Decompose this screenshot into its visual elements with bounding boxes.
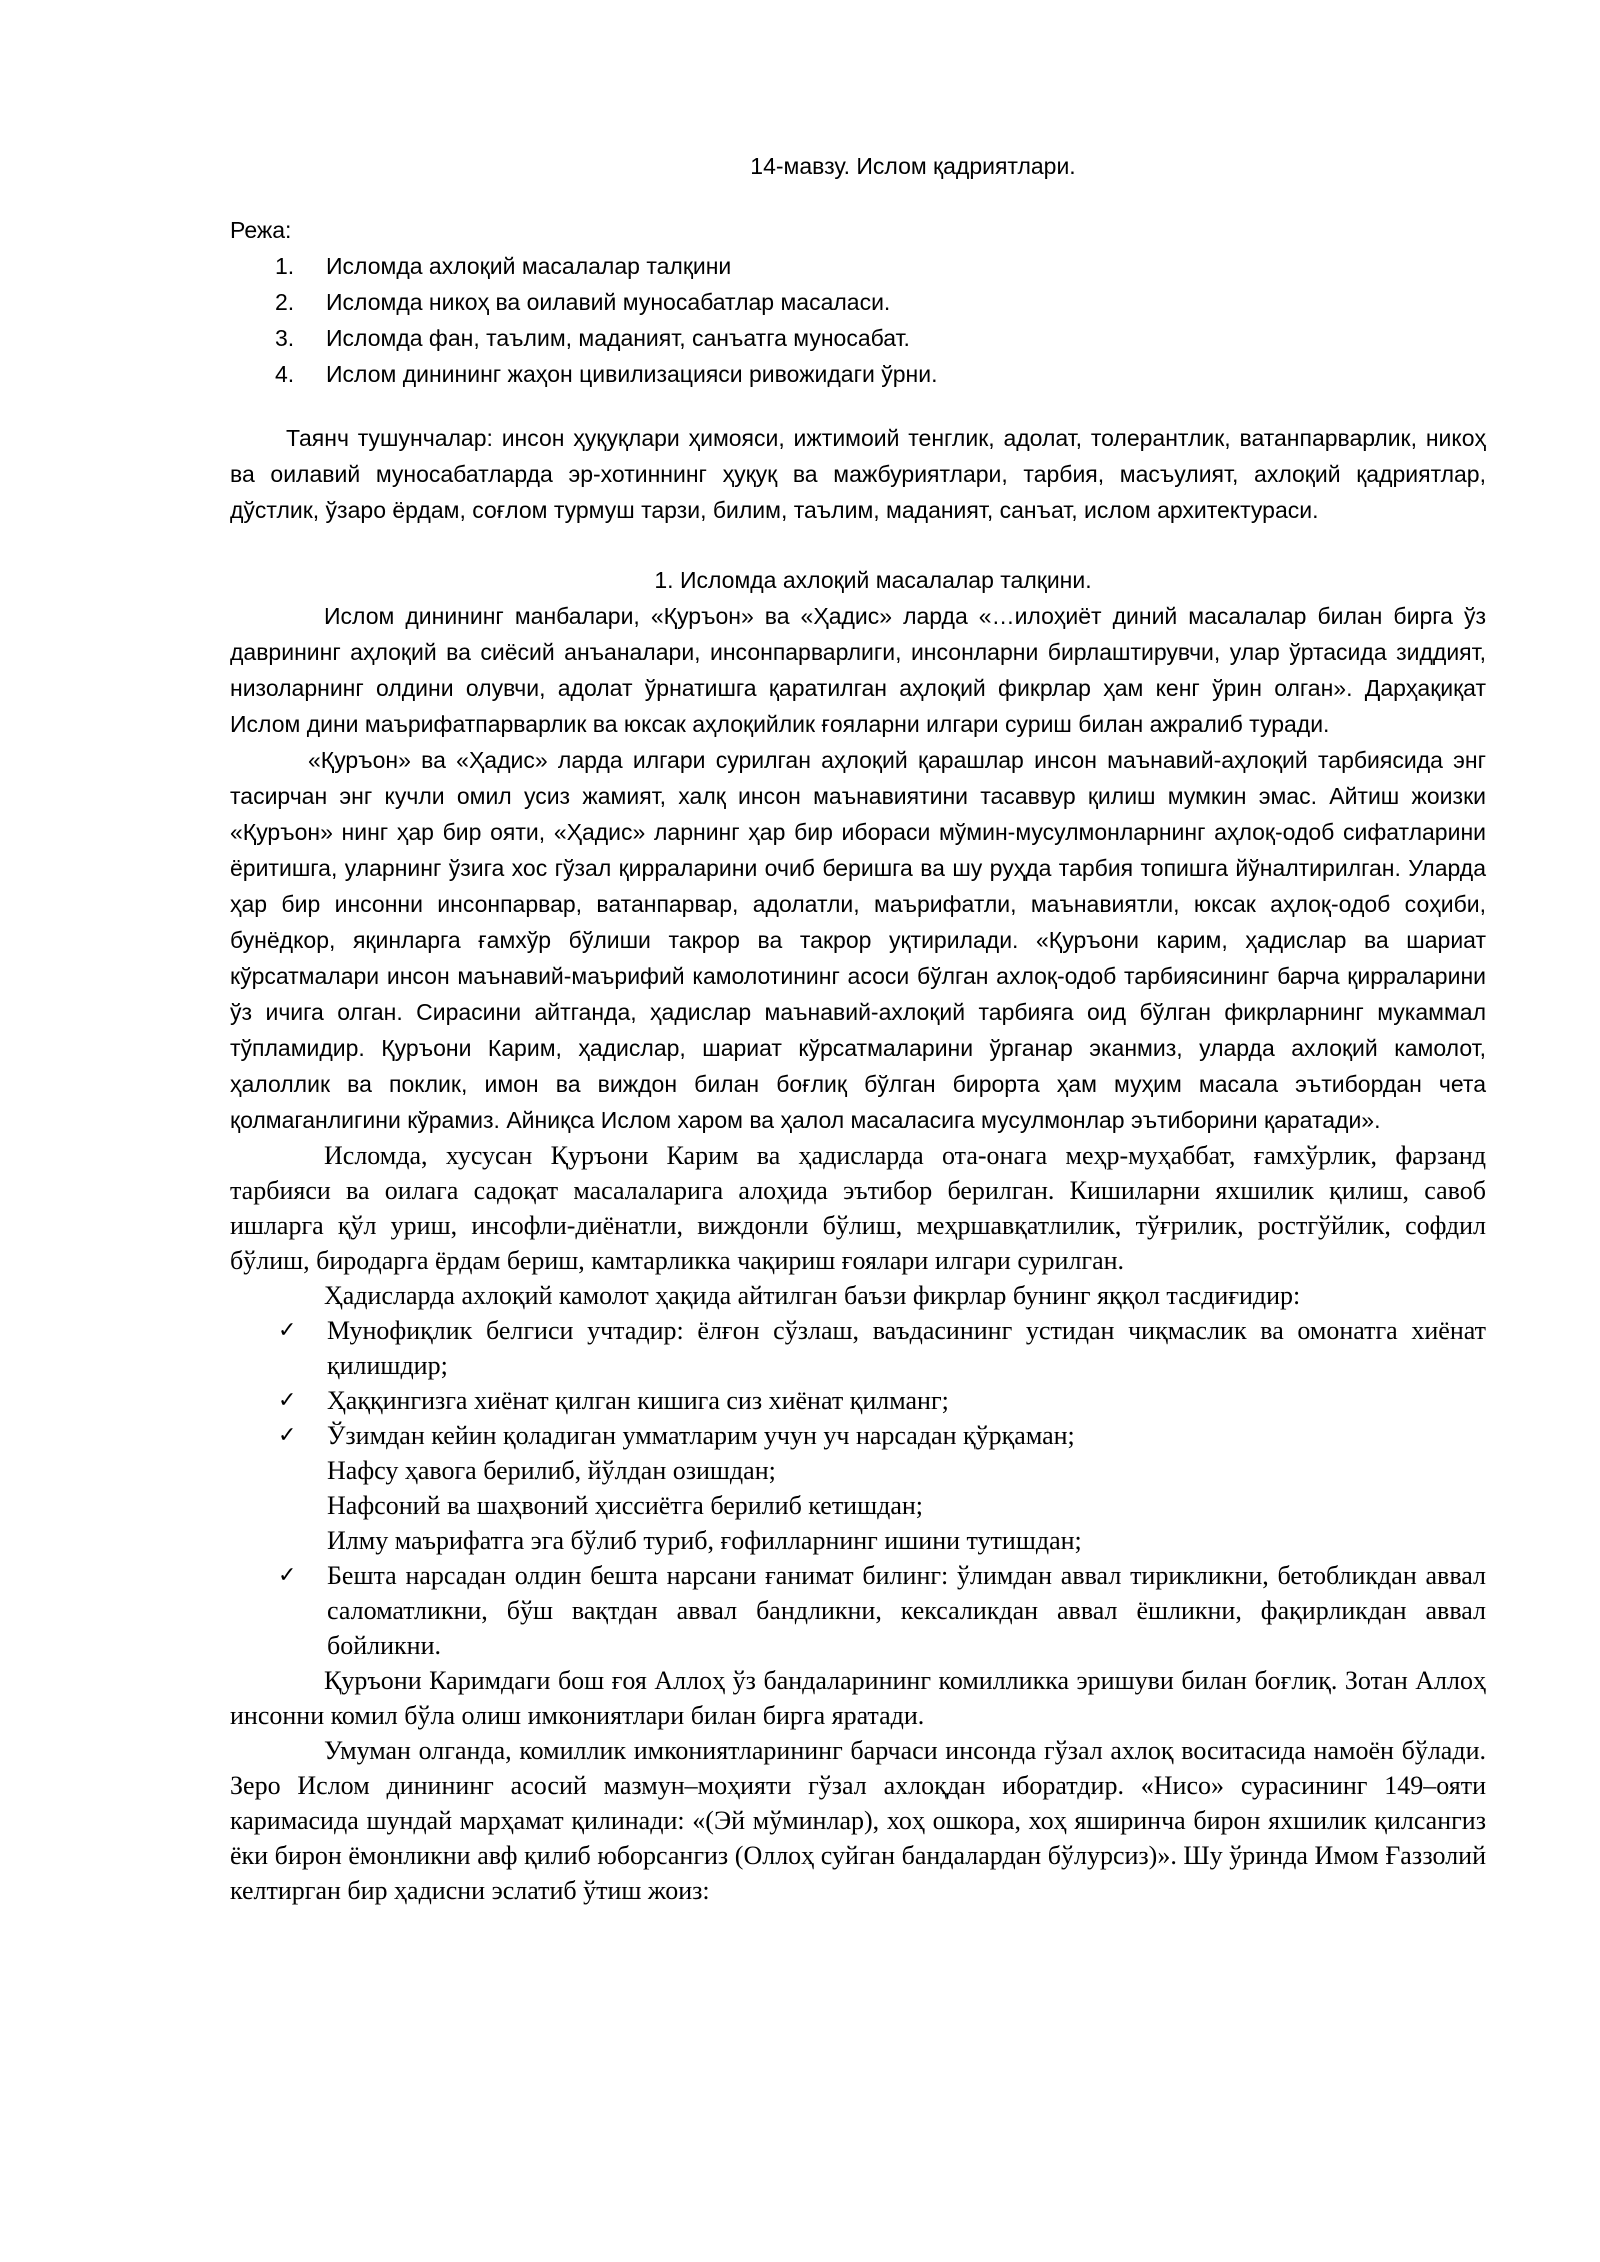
plan-item (230, 320, 1486, 356)
hadith-subitem (230, 1488, 1486, 1523)
hadith-text: Мунофиқлик белгиси учтадир: ёлғон сўзлаш, ваъдасининг устидан чиқмаслик ва омонатга хиёнат қилишдир; (327, 1316, 1486, 1380)
plan-item (230, 356, 1486, 392)
document-page (230, 148, 1486, 1908)
plan-item-number: 4. (275, 361, 295, 387)
hadith-text: Нафсоний ва шаҳвоний ҳиссиётга берилиб кетишдан; (327, 1491, 924, 1520)
check-icon: ✓ (278, 1318, 297, 1343)
plan-item-text: Исломда никоҳ ва оилавий муносабатлар масаласи. (326, 289, 891, 315)
hadith-text: Нафсу ҳавога берилиб, йўлдан озишдан; (327, 1456, 776, 1485)
check-icon: ✓ (278, 1563, 297, 1588)
hadith-item (230, 1558, 1486, 1663)
body-paragraph: Исломда, хусусан Қуръони Карим ва ҳадисларда ота-онага меҳр-муҳаббат, ғамхўрлик, фарзанд тарбияси ва оилага садоқат масалаларига алоҳида эътибор берилган. Кишиларни яхшилик қилиш, савоб ишларга қўл уриш, инсофли-диёнатли, виждонли бўлиш, меҳршавқатлилик, тўғрилик, ростгўйлик, софдил бўлиш, биродарга ёрдам бериш, камтарликка чақириш ғоялари илгари сурилган. (230, 1141, 1486, 1275)
hadith-subitem (230, 1453, 1486, 1488)
plan-item-number: 1. (275, 253, 295, 279)
section-heading: 1. Исломда ахлоқий масалалар талқини. (654, 567, 1092, 593)
body-paragraph: Ҳадисларда ахлоқий камолот ҳақида айтилган баъзи фикрлар бунинг яққол тасдиғидир: (324, 1281, 1301, 1310)
plan-item (230, 248, 1486, 284)
hadith-item (230, 1418, 1486, 1453)
check-icon: ✓ (278, 1388, 297, 1413)
hadith-text: Ҳаққингизга хиёнат қилган кишига сиз хиёнат қилманг; (327, 1386, 949, 1415)
body-paragraph: Ислом динининг манбалари, «Қуръон» ва «Ҳадис» ларда «…илоҳиёт диний масалалар билан бирга ўз даврининг аҳлоқий ва сиёсий анъаналари, инсонпарварлиги, инсонларни бирлаштирувчи, улар ўртасида зиддият, низоларнинг олдини олувчи, адолат ўрнатишга қаратилган аҳлоқий фикрлар ҳам кенг ўрин олган». Дарҳақиқат Ислом дини маърифатпарварлик ва юксак аҳлоқийлик ғояларни илгари суриш билан ажралиб туради. (230, 603, 1486, 737)
key-terms-paragraph: Таянч тушунчалар: инсон ҳуқуқлари ҳимояси, ижтимоий тенглик, адолат, толерантлик, ватанпарварлик, никоҳ ва оилавий муносабатларда эр-хотиннинг ҳуқуқ ва мажбуриятлари, тарбия, масъулият, ахлоқий қадриятлар, дўстлик, ўзаро ёрдам, соғлом турмуш тарзи, билим, таълим, маданият, санъат, ислом архитектураси. (230, 425, 1486, 523)
hadith-item (230, 1313, 1486, 1383)
hadith-subitem (230, 1523, 1486, 1558)
plan-item-text: Исломда фан, таълим, маданият, санъатга муносабат. (326, 325, 910, 351)
hadith-item (230, 1383, 1486, 1418)
plan-item-number: 3. (275, 325, 295, 351)
hadith-text: Илму маърифатга эга бўлиб туриб, ғофилларнинг ишини тутишдан; (327, 1526, 1082, 1555)
check-icon: ✓ (278, 1423, 297, 1448)
plan-item-text: Исломда ахлоқий масалалар талқини (326, 253, 732, 279)
body-paragraph: Қуръони Каримдаги бош ғоя Аллоҳ ўз бандаларининг комилликка эришуви билан боғлиқ. Зотан Аллоҳ инсонни комил бўла олиш имкониятлари билан бирга яратади. (230, 1666, 1486, 1730)
plan-label: Режа: (230, 217, 292, 243)
plan-item (230, 284, 1486, 320)
hadith-text: Ўзимдан кейин қоладиган умматларим учун уч нарсадан қўрқаман; (327, 1421, 1075, 1450)
plan-list (230, 248, 1486, 392)
body-paragraph: «Қуръон» ва «Ҳадис» ларда илгари сурилган аҳлоқий қарашлар инсон маънавий-аҳлоқий тарбиясида энг тасирчан энг кучли омил усиз жамият, халқ инсон маънавиятини тасаввур қилиш мумкин эмас. Айтиш жоизки «Қуръон» нинг ҳар бир ояти, «Ҳадис» ларнинг ҳар бир ибораси мўмин-мусулмонларнинг аҳлоқ-одоб сифатларини ёритишга, уларнинг ўзига хос гўзал қирраларини очиб беришга ва шу руҳда тарбия топишга йўналтирилган. Уларда ҳар бир инсонни инсонпарвар, ватанпарвар, адолатли, маърифатли, маънавиятли, юксак аҳлоқ-одоб соҳиби, бунёдкор, яқинларга ғамхўр бўлиши такрор ва такрор уқтирилади. «Қуръони карим, ҳадислар ва шариат кўрсатмалари инсон маънавий-маърифий камолотининг асоси бўлган ахлоқ-одоб тарбиясининг барча қирраларини ўз ичига олган. Сирасини айтганда, ҳадислар маънавий-ахлоқий тарбияга оид бўлган фикрларнинг мукаммал тўпламидир. Қуръони Карим, ҳадислар, шариат кўрсатмаларини ўрганар эканмиз, уларда ахлоқий камолот, ҳалоллик ва поклик, имон ва виждон билан боғлиқ бўлган бирорта ҳам муҳим масала эътибордан чета қолмаганлигини кўрамиз. Айниқса Ислом харом ва ҳалол масаласига мусулмонлар эътиборини қаратади». (230, 747, 1486, 1133)
hadith-list (230, 1313, 1486, 1663)
body-paragraph: Умуман олганда, комиллик имкониятларининг барчаси инсонда гўзал ахлоқ воситасида намоён бўлади. Зеро Ислом динининг асосий мазмун–моҳияти гўзал ахлоқдан иборатдир. «Нисо» сурасининг 149–ояти каримасида шундай марҳамат қилинади: «(Эй мўминлар), хоҳ ошкора, хоҳ яширинча бирон яхшилик қилсангиз ёки бирон ёмонликни авф қилиб юборсангиз (Оллоҳ суйган бандалардан бўлурсиз)». Шу ўринда Имом Ғаззолий келтирган бир ҳадисни эслатиб ўтиш жоиз: (230, 1736, 1486, 1905)
document-title: 14-мавзу. Ислом қадриятлари. (750, 153, 1076, 179)
hadith-text: Бешта нарсадан олдин бешта нарсани ғанимат билинг: ўлимдан аввал тирикликни, бетобликдан аввал саломатликни, бўш вақтдан аввал бандликни, кексаликдан аввал ёшликни, фақирликдан аввал бойликни. (327, 1561, 1486, 1660)
plan-item-number: 2. (275, 289, 295, 315)
plan-item-text: Ислом динининг жаҳон цивилизацияси ривожидаги ўрни. (326, 361, 938, 387)
